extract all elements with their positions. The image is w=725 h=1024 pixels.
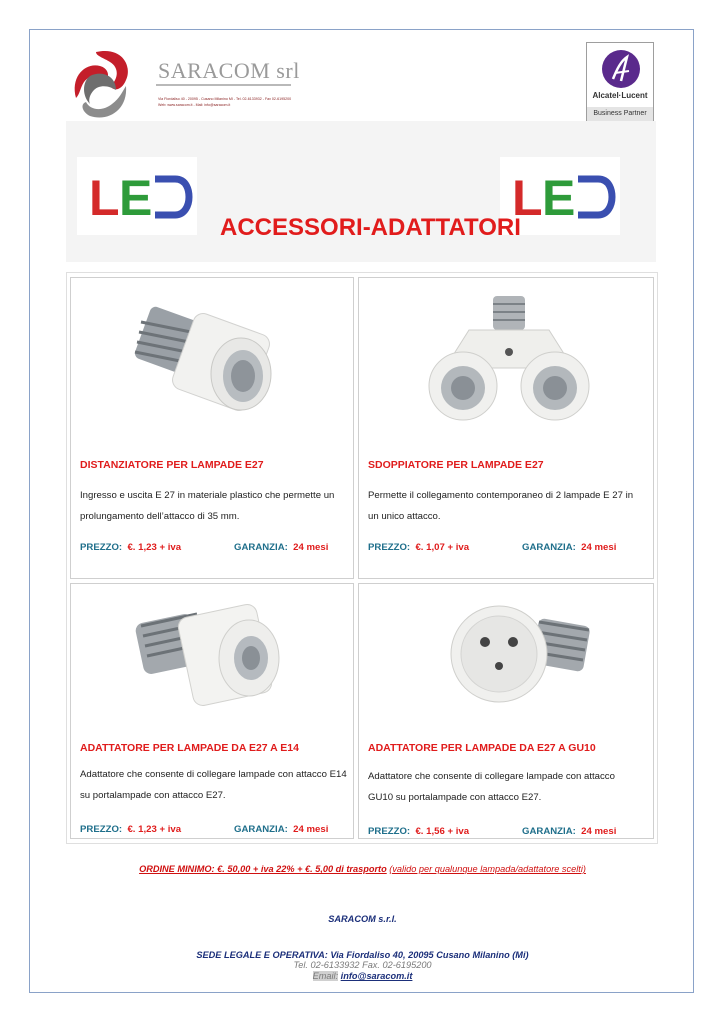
led-logo-letter-e: E (542, 170, 576, 226)
company-name: SARACOM srl (158, 58, 300, 83)
footer-phone: Tel. 02-6133932 Fax. 02-6195200 (293, 960, 432, 970)
warranty-label (234, 824, 328, 835)
alcatel-lucent-logo-icon (601, 49, 641, 89)
partner-badge (586, 42, 654, 122)
led-logo-letter-e: E (119, 170, 153, 226)
warranty-label-text: GARANZIA: (234, 824, 288, 835)
price-value: €. 1,23 + iva (127, 542, 182, 553)
warranty-value: 24 mesi (581, 542, 617, 553)
warranty-label (522, 826, 616, 837)
product-title: ADATTATORE PER LAMPADE DA E27 A E14 (80, 742, 299, 754)
product-card (358, 583, 654, 839)
led-logo-left (77, 157, 197, 235)
adapter-e27-e14-image (71, 592, 355, 714)
company-name-divider (156, 84, 291, 86)
product-description: Adattatore che consente di collegare lampade con attacco GU10 su portalampade con attacco E27. (368, 771, 615, 803)
product-title: ADATTATORE PER LAMPADE DA E27 A GU10 (368, 742, 596, 754)
adapter-e27-gu10-image (359, 592, 655, 714)
price-label (80, 824, 181, 835)
email-label: Email: (312, 971, 339, 981)
warranty-value: 24 mesi (293, 542, 329, 553)
product-card (70, 277, 354, 579)
warranty-label-text: GARANZIA: (234, 542, 288, 553)
minimum-order-notice (0, 864, 725, 874)
warranty-label (234, 542, 328, 553)
price-label-text: PREZZO: (368, 542, 411, 553)
price-value: €. 1,07 + iva (415, 542, 470, 553)
led-logo-letter-l: L (89, 170, 120, 226)
product-card (70, 583, 354, 839)
footer-address: SEDE LEGALE E OPERATIVA: Via Fiordaliso 40, 20095 Cusano Milanino (Mi) (196, 950, 529, 960)
product-description: Ingresso e uscita E 27 in materiale plastico che permette un prolungamento dell’attacco di 35 mm. (80, 490, 335, 522)
partner-subtitle: Business Partner (587, 107, 653, 121)
price-label-text: PREZZO: (80, 542, 123, 553)
product-title: SDOPPIATORE PER LAMPADE E27 (368, 459, 544, 471)
product-card (358, 277, 654, 579)
warranty-label (522, 542, 616, 553)
product-description: Adattatore che consente di collegare lampade con attacco E14 su portalampade con attacco E27. (80, 769, 347, 801)
price-label (368, 542, 469, 553)
page-title: ACCESSORI-ADATTATORI (220, 214, 521, 241)
price-label (368, 826, 469, 837)
product-title: DISTANZIATORE PER LAMPADE E27 (80, 459, 264, 471)
price-label-text: PREZZO: (368, 826, 411, 837)
footer-company: SARACOM s.r.l. (328, 914, 397, 924)
warranty-value: 24 mesi (293, 824, 329, 835)
price-value: €. 1,56 + iva (415, 826, 470, 837)
price-label-text: PREZZO: (80, 824, 123, 835)
warranty-label-text: GARANZIA: (522, 826, 576, 837)
splitter-e27-image (359, 290, 655, 430)
footer-email (0, 971, 725, 981)
warranty-label-text: GARANZIA: (522, 542, 576, 553)
minimum-order-note: (valido per qualunque lampada/adattatore scelti) (389, 864, 586, 874)
spacer-e27-image (71, 292, 355, 422)
email-link[interactable]: info@saracom.it (340, 971, 413, 981)
minimum-order-text: ORDINE MINIMO: €. 50,00 + iva 22% + €. 5,00 di trasporto (139, 864, 387, 874)
product-description: Permette il collegamento contemporaneo di 2 lampade E 27 in un unico attacco. (368, 490, 634, 522)
price-value: €. 1,23 + iva (127, 824, 182, 835)
company-address: Via Fiordaliso 40 - 20095 - Cusano Milanino MI - Tel. 02-6133932 - Fax 02-6195200 Web: www.saracom.it - Mail: info@saracom.it (158, 97, 292, 107)
led-logo-letter-l: L (512, 170, 543, 226)
price-label (80, 542, 181, 553)
partner-name: Alcatel·Lucent (592, 91, 648, 100)
warranty-value: 24 mesi (581, 826, 617, 837)
